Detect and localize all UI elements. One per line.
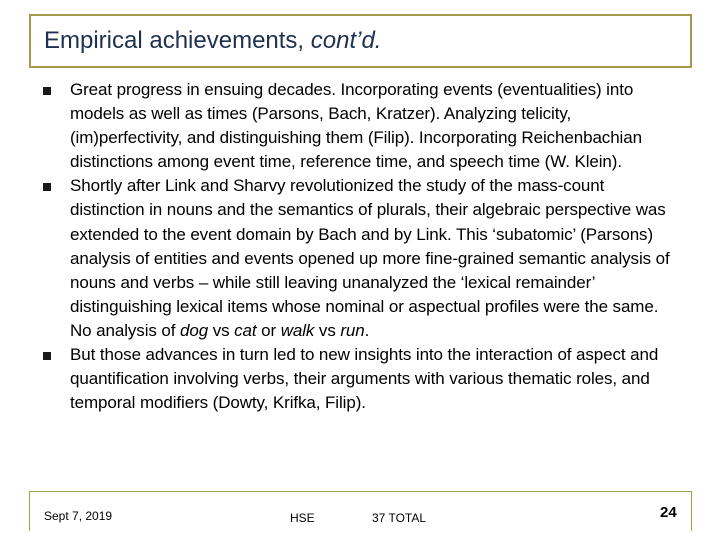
page-number: 24 <box>660 504 677 521</box>
bullet-square-icon <box>43 87 51 95</box>
bullet-text: Shortly after Link and Sharvy revolutionized the study of the mass-count distinction in nouns and the semantics of plurals, their algebraic perspective was extended to the event domain by Bach and by Link. This ‘subatomic’ (Parsons) analysis of entities and events opened up more fine-grained semantic analysis of nouns and verbs – while still leaving unanalyzed the ‘lexical remainder’ distinguishing lexical items whose nominal or aspectual profiles were the same. No analysis of dog vs cat or walk vs run. <box>70 176 670 340</box>
slide-title: Empirical achievements, cont’d. <box>44 27 382 54</box>
bullet-square-icon <box>43 183 51 191</box>
bullet-list <box>42 78 682 415</box>
bullet-item <box>42 78 682 174</box>
bullet-item <box>42 343 682 415</box>
slide-title-italic: cont’d. <box>310 27 382 54</box>
footer-frame <box>29 491 692 531</box>
footer-date: Sept 7, 2019 <box>44 509 113 523</box>
bullet-square-icon <box>43 352 51 360</box>
bullet-text: But those advances in turn led to new insights into the interaction of aspect and quantification involving verbs, their arguments with various thematic roles, and temporal modifiers (Dowty, Krifka, Filip). <box>70 345 659 413</box>
title-rule <box>29 66 692 68</box>
bullet-item <box>42 174 682 343</box>
footer-total: 37 TOTAL <box>372 511 427 525</box>
footer-org: HSE <box>290 511 315 525</box>
bullet-text: Great progress in ensuing decades. Incorporating events (eventualities) into models as well as times (Parsons, Bach, Kratzer). Analyzing telicity, (im)perfectivity, and distinguishing them (Filip). Incorporating Reichenbachian distinctions among event time, reference time, and speech time (W. Klein). <box>70 80 642 172</box>
